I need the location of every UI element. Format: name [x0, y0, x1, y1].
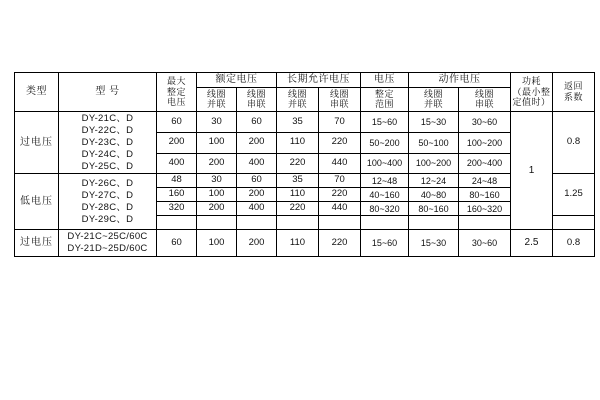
cell-empty [237, 216, 277, 230]
cell-empty [459, 216, 511, 230]
header-rated-voltage: 额定电压 [197, 73, 277, 88]
header-long-parallel: 线圈 并联 [277, 87, 319, 112]
header-row-top [15, 73, 595, 88]
cell-long-parallel: 220 [277, 153, 319, 174]
header-action-voltage: 动作电压 [409, 73, 511, 88]
cell-voltage-range: 50~200 [361, 132, 409, 153]
cell-empty [319, 216, 361, 230]
group-models-3: DY-21C~25C/60C DY-21D~25D/60C [59, 230, 157, 257]
cell-rated-parallel: 200 [197, 153, 237, 174]
specification-table [14, 72, 595, 257]
group-models-1: DY-21C、D DY-22C、D DY-23C、D DY-24C、D DY-25C、D [59, 112, 157, 174]
cell-power-group-3: 2.5 [511, 230, 553, 257]
cell-long-parallel: 35 [277, 174, 319, 188]
cell-return-coeff-3: 0.8 [553, 230, 595, 257]
cell-max-setting: 48 [157, 174, 197, 188]
group-type-2: 低电压 [15, 174, 59, 230]
table-row [15, 174, 595, 188]
cell-long-series: 440 [319, 153, 361, 174]
cell-rated-series: 200 [237, 188, 277, 202]
cell-empty [553, 216, 595, 230]
header-return-coefficient: 返回 系数 [553, 73, 595, 112]
cell-action-parallel: 40~80 [409, 188, 459, 202]
cell-rated-parallel: 100 [197, 188, 237, 202]
table-body [15, 112, 595, 257]
header-rated-series: 线圈 串联 [237, 87, 277, 112]
header-voltage: 电压 [361, 73, 409, 88]
cell-empty [361, 216, 409, 230]
cell-empty [197, 216, 237, 230]
group-type-3: 过电压 [15, 230, 59, 257]
cell-voltage-range: 40~160 [361, 188, 409, 202]
header-action-series: 线圈 串联 [459, 87, 511, 112]
cell-max-setting: 200 [157, 132, 197, 153]
cell-voltage-range: 15~60 [361, 112, 409, 133]
cell-long-series: 70 [319, 174, 361, 188]
cell-empty [157, 216, 197, 230]
cell-long-parallel: 35 [277, 112, 319, 133]
cell-action-series: 30~60 [459, 112, 511, 133]
cell-empty [277, 216, 319, 230]
cell-return-coeff-1: 0.8 [553, 112, 595, 174]
cell-long-series: 70 [319, 112, 361, 133]
cell-action-series: 80~160 [459, 188, 511, 202]
cell-long-series: 220 [319, 188, 361, 202]
cell-rated-series: 60 [237, 174, 277, 188]
cell-action-parallel: 50~100 [409, 132, 459, 153]
cell-voltage-range: 80~320 [361, 202, 409, 216]
cell-action-series: 24~48 [459, 174, 511, 188]
cell-rated-series: 200 [237, 230, 277, 257]
cell-rated-parallel: 30 [197, 112, 237, 133]
cell-long-parallel: 220 [277, 202, 319, 216]
cell-empty [409, 216, 459, 230]
header-power: 功耗 （最小整 定值时） [511, 73, 553, 112]
cell-voltage-range: 15~60 [361, 230, 409, 257]
header-action-parallel: 线圈 并联 [409, 87, 459, 112]
header-long-allow-voltage: 长期允许电压 [277, 73, 361, 88]
cell-power-group-1-2: 1 [511, 112, 553, 230]
group-models-2: DY-26C、D DY-27C、D DY-28C、D DY-29C、D [59, 174, 157, 230]
cell-action-parallel: 15~30 [409, 230, 459, 257]
cell-long-parallel: 110 [277, 132, 319, 153]
cell-rated-series: 60 [237, 112, 277, 133]
header-long-series: 线圈 串联 [319, 87, 361, 112]
cell-voltage-range: 100~400 [361, 153, 409, 174]
cell-max-setting: 320 [157, 202, 197, 216]
group-type-1: 过电压 [15, 112, 59, 174]
cell-long-parallel: 110 [277, 188, 319, 202]
cell-long-parallel: 110 [277, 230, 319, 257]
cell-max-setting: 400 [157, 153, 197, 174]
table-row [15, 230, 595, 257]
cell-long-series: 440 [319, 202, 361, 216]
table-row [15, 112, 595, 133]
cell-long-series: 220 [319, 230, 361, 257]
cell-action-parallel: 12~24 [409, 174, 459, 188]
cell-rated-parallel: 200 [197, 202, 237, 216]
cell-action-series: 160~320 [459, 202, 511, 216]
cell-action-series: 200~400 [459, 153, 511, 174]
cell-max-setting: 160 [157, 188, 197, 202]
header-max-setting: 最大 整定 电压 [157, 73, 197, 112]
cell-max-setting: 60 [157, 230, 197, 257]
table-head [15, 73, 595, 112]
cell-action-series: 30~60 [459, 230, 511, 257]
cell-rated-series: 200 [237, 132, 277, 153]
cell-voltage-range: 12~48 [361, 174, 409, 188]
cell-action-parallel: 15~30 [409, 112, 459, 133]
cell-return-coeff-2: 1.25 [553, 174, 595, 216]
cell-rated-parallel: 100 [197, 230, 237, 257]
cell-action-parallel: 100~200 [409, 153, 459, 174]
header-model: 型 号 [59, 73, 157, 112]
cell-rated-series: 400 [237, 202, 277, 216]
cell-action-parallel: 80~160 [409, 202, 459, 216]
cell-rated-series: 400 [237, 153, 277, 174]
cell-max-setting: 60 [157, 112, 197, 133]
header-type: 类型 [15, 73, 59, 112]
cell-rated-parallel: 30 [197, 174, 237, 188]
header-voltage-range: 整定 范围 [361, 87, 409, 112]
cell-long-series: 220 [319, 132, 361, 153]
cell-action-series: 100~200 [459, 132, 511, 153]
cell-rated-parallel: 100 [197, 132, 237, 153]
header-rated-parallel: 线圈 并联 [197, 87, 237, 112]
